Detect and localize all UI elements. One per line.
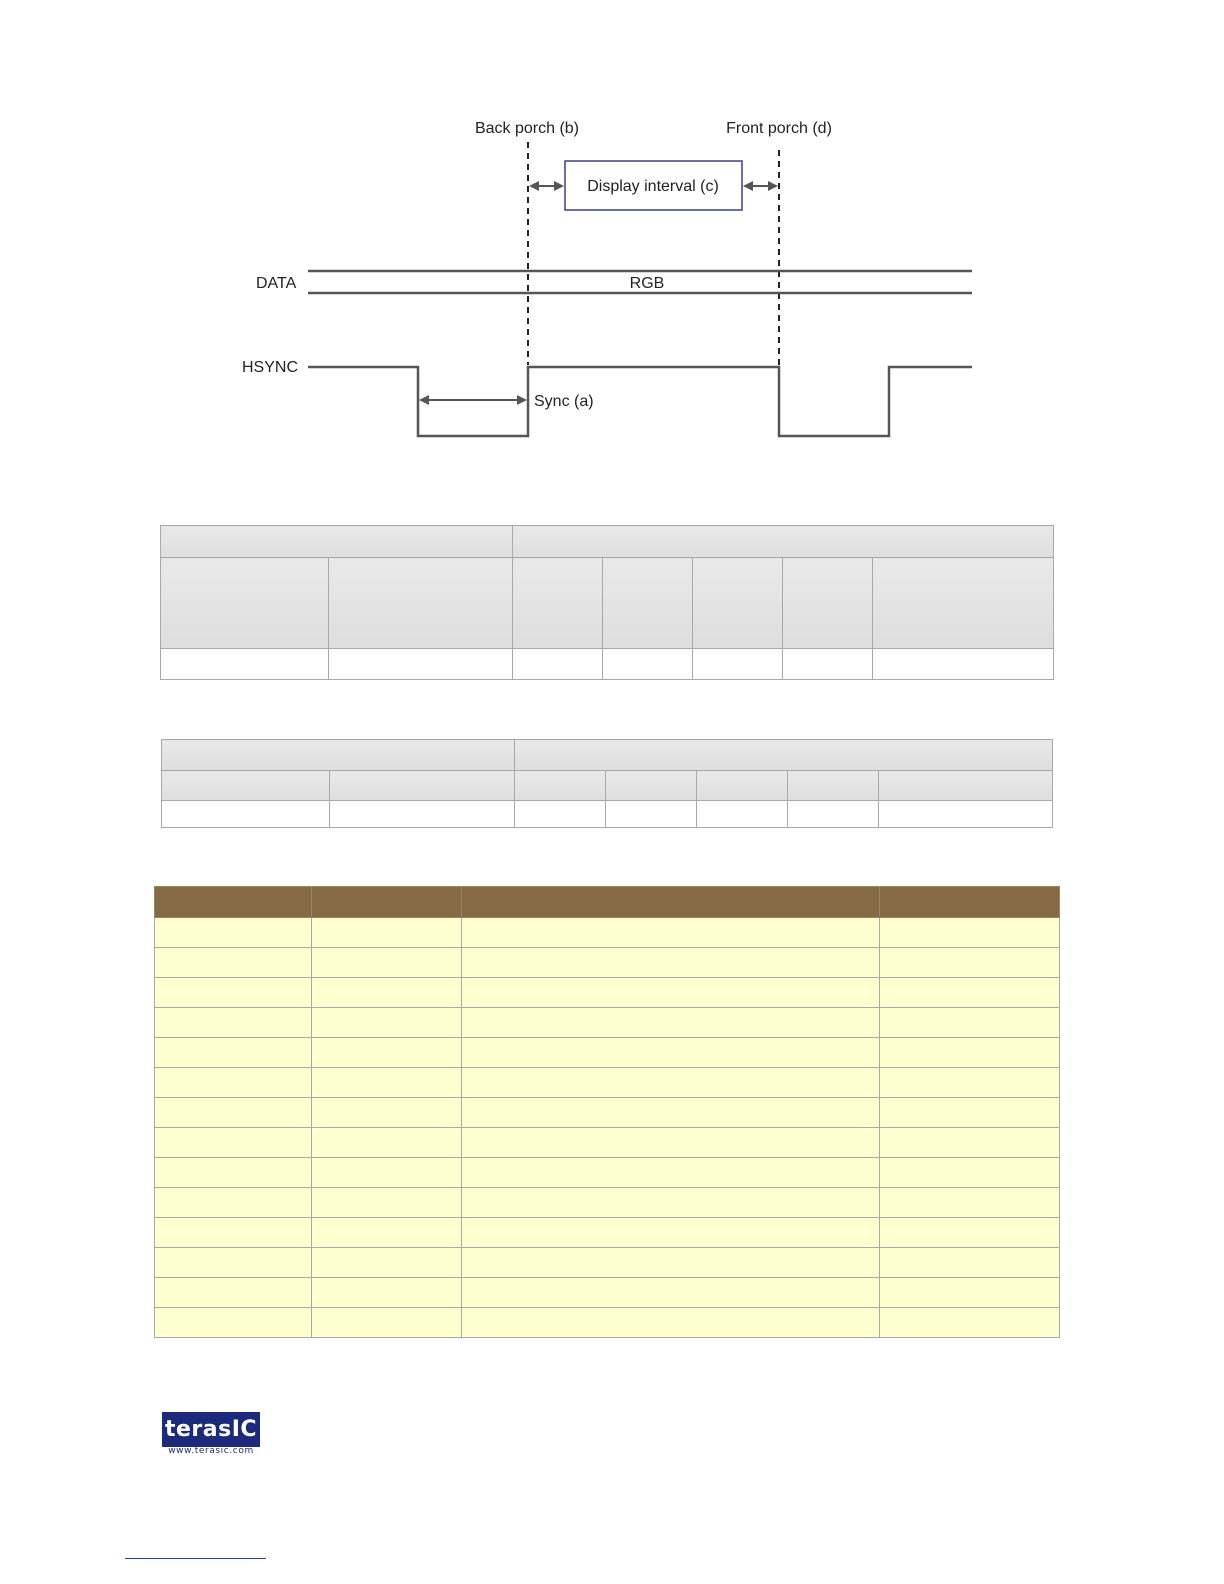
table-header-cell (603, 558, 693, 649)
table-cell (880, 1038, 1060, 1068)
table-header-cell (879, 771, 1053, 801)
table-cell (312, 1188, 462, 1218)
table-cell (155, 1038, 312, 1068)
display-interval-label: Display interval (c) (587, 178, 719, 195)
table-header-cell (162, 740, 515, 771)
table-cell (155, 1098, 312, 1128)
table-header-row (162, 740, 1053, 771)
pin-assignment-table (154, 886, 1060, 1338)
table-cell (312, 1008, 462, 1038)
footer-link-underline (125, 1558, 266, 1559)
table-cell (880, 1248, 1060, 1278)
rgb-label: RGB (629, 275, 665, 292)
table-cell (312, 1218, 462, 1248)
table-cell (783, 649, 873, 680)
table-subheader-row (162, 771, 1053, 801)
table-cell (312, 918, 462, 948)
table-cell (880, 918, 1060, 948)
table-cell (155, 948, 312, 978)
table-row (155, 1218, 1060, 1248)
table-cell (880, 1308, 1060, 1338)
table-cell (462, 1248, 880, 1278)
table-cell (462, 1068, 880, 1098)
table-cell (312, 1308, 462, 1338)
table-cell (880, 948, 1060, 978)
table-cell (880, 1188, 1060, 1218)
horizontal-timing-table (160, 525, 1054, 680)
table-cell (155, 1128, 312, 1158)
table-cell (155, 978, 312, 1008)
logo-text: terasIC (164, 1417, 258, 1442)
table-cell (462, 1008, 880, 1038)
table-cell (788, 801, 879, 828)
table-cell (462, 1038, 880, 1068)
data-signal-label: DATA (256, 275, 297, 292)
table-header-cell (513, 526, 1054, 558)
table-cell (873, 649, 1054, 680)
table-cell (462, 1218, 880, 1248)
table-cell (603, 649, 693, 680)
back-porch-label: Back porch (b) (474, 120, 580, 137)
table-cell (879, 801, 1053, 828)
table-cell (155, 1278, 312, 1308)
hsync-signal-label: HSYNC (242, 359, 299, 376)
table-cell (880, 1218, 1060, 1248)
table-cell (880, 1278, 1060, 1308)
table-cell (880, 1068, 1060, 1098)
table-cell (155, 1248, 312, 1278)
table-cell (880, 1098, 1060, 1128)
table-cell (312, 948, 462, 978)
table-cell (880, 1158, 1060, 1188)
pin-table-header-cell (462, 887, 880, 918)
table-row (155, 1188, 1060, 1218)
logo-url: www.terasic.com (168, 1446, 254, 1456)
pin-table-header-cell (155, 887, 312, 918)
table-cell (312, 1128, 462, 1158)
table-cell (155, 1218, 312, 1248)
table-header-cell (161, 558, 329, 649)
table-row (161, 649, 1054, 680)
table-row (155, 1128, 1060, 1158)
table-cell (697, 801, 788, 828)
table-cell (515, 801, 606, 828)
table-cell (155, 1188, 312, 1218)
table-cell (312, 978, 462, 1008)
table-row (155, 1248, 1060, 1278)
sync-label: Sync (a) (534, 393, 594, 410)
table-header-cell (515, 771, 606, 801)
table-header-cell (606, 771, 697, 801)
table-row (155, 1038, 1060, 1068)
table-cell (462, 1098, 880, 1128)
table-cell (329, 649, 513, 680)
table-header-cell (329, 558, 513, 649)
table-cell (155, 1008, 312, 1038)
table-cell (880, 1008, 1060, 1038)
table-cell (155, 1158, 312, 1188)
table-header-cell (873, 558, 1054, 649)
table-row (155, 1158, 1060, 1188)
table-header-cell (697, 771, 788, 801)
table-cell (155, 1068, 312, 1098)
table-cell (161, 649, 329, 680)
table-cell (462, 1128, 880, 1158)
table-cell (462, 1278, 880, 1308)
table-subheader-row (161, 558, 1054, 649)
table-cell (513, 649, 603, 680)
table-cell (330, 801, 515, 828)
table-cell (462, 948, 880, 978)
table-header-cell (330, 771, 515, 801)
hsync-waveform (308, 367, 972, 436)
table-cell (606, 801, 697, 828)
table-cell (880, 978, 1060, 1008)
table-row (155, 978, 1060, 1008)
table-row (155, 918, 1060, 948)
table-header-cell (783, 558, 873, 649)
table-row (155, 1008, 1060, 1038)
table-row (155, 1308, 1060, 1338)
front-porch-label: Front porch (d) (726, 120, 832, 137)
vertical-timing-table (161, 739, 1053, 828)
table-header-cell (693, 558, 783, 649)
table-cell (462, 978, 880, 1008)
terasic-logo (162, 1412, 260, 1447)
table-cell (312, 1278, 462, 1308)
table-header-cell (515, 740, 1053, 771)
table-cell (155, 918, 312, 948)
table-header-cell (788, 771, 879, 801)
hsync-timing-diagram (0, 0, 1224, 470)
table-row (155, 948, 1060, 978)
table-cell (312, 1248, 462, 1278)
table-header-cell (161, 526, 513, 558)
table-row (155, 1068, 1060, 1098)
table-header-row (161, 526, 1054, 558)
pin-table-header-cell (880, 887, 1060, 918)
table-cell (312, 1068, 462, 1098)
table-row (155, 1098, 1060, 1128)
table-cell (462, 1158, 880, 1188)
pin-table-header-cell (312, 887, 462, 918)
table-cell (693, 649, 783, 680)
table-cell (462, 1308, 880, 1338)
table-row (162, 801, 1053, 828)
table-header-cell (513, 558, 603, 649)
table-cell (312, 1038, 462, 1068)
table-cell (312, 1158, 462, 1188)
table-cell (155, 1308, 312, 1338)
pin-table-header-row (155, 887, 1060, 918)
table-cell (880, 1128, 1060, 1158)
table-cell (462, 1188, 880, 1218)
table-header-cell (162, 771, 330, 801)
table-row (155, 1278, 1060, 1308)
table-cell (462, 918, 880, 948)
table-cell (312, 1098, 462, 1128)
table-cell (162, 801, 330, 828)
